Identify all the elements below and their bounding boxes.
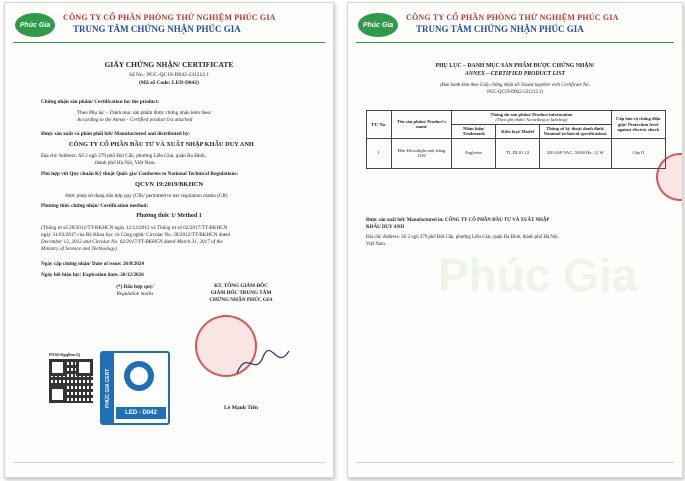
issue-date: Ngày cấp chứng nhận/ Date of issue: 26/8/2024 — [41, 261, 144, 267]
product-line-1: Theo Phụ lục – Danh mục sản phẩm được chứng nhận kèm theo/ — [77, 110, 212, 116]
col-group-product-info — [452, 111, 611, 125]
annex-header — [356, 11, 674, 45]
product-label: Chứng nhận sản phẩm/ Certification for the product: — [41, 99, 160, 105]
certificate-footer — [13, 462, 325, 471]
qr-finder-bottom-left — [49, 386, 66, 403]
basis-line-4: Ministry of Science and Technology) — [41, 246, 117, 252]
regulation-mark-note: được phép sử dụng dấu hợp quy (CR)/ permitted to use regulation marks (CR) — [65, 193, 228, 199]
annex-page — [347, 2, 683, 478]
annex-issued-with: (Ban hành kèm theo Giấy chứng nhận số/ Issued together with Certificate No. — [440, 83, 590, 88]
certification-method: Phương thức 1/ Method 1 — [136, 213, 202, 219]
table-row — [367, 138, 666, 168]
cert-mark-band: PHÚC GIA CERT — [102, 353, 114, 423]
cell-no: 1 — [367, 138, 392, 168]
qr-code[interactable] — [49, 359, 93, 403]
qr-finder-top-left — [49, 359, 66, 376]
cell-product-name: Đèn Downlight một trắng 12W — [391, 138, 452, 168]
phuc-gia-logo: Phúc Gia — [358, 13, 398, 37]
signer-title-2: GIÁM ĐỐC TRUNG TÂM — [210, 290, 272, 296]
regulation-code: QCVN 19:2019/BKHCN — [134, 181, 204, 188]
signer-name: Lê Mạnh Tiến — [224, 405, 258, 411]
basis-line-3: December 12, 2012 and Circular No. 02/2017/TT-BKHCN dated March 31, 2017 of the — [41, 239, 223, 245]
certificate-header — [13, 11, 325, 45]
phuc-gia-logo: Phúc Gia — [15, 13, 55, 37]
annex-address-line-2: Việt Nam. — [366, 242, 387, 247]
col-product-name: Tên sản phẩm/ Product's name — [391, 111, 452, 139]
qr-finder-top-right — [76, 359, 93, 376]
cell-trademark: Eaglerise — [452, 138, 496, 168]
address-line-1: Địa chỉ/ Address: Số 2 ngõ 379 phố Đội Cấn, phường Liễu Giai, quận Ba Đình, — [41, 153, 206, 159]
cert-mark-code: LED - D042 — [116, 407, 166, 419]
product-line-2: According to the Annex - Certified product list attached — [77, 117, 193, 123]
col-model: Kiểu loại/ Model — [496, 124, 540, 138]
col-trademark: Nhãn hiệu/ Trademark — [452, 124, 496, 138]
expiry-date: Ngày hết hiệu lực/ Expiration date: 26/12/2026 — [41, 272, 144, 278]
basis-line-2: ngày 31/03/2017 của Bộ Khoa học và Công nghệ/ Circular No. 28/2012/TT-BKHCN dated — [41, 232, 230, 238]
header-divider — [13, 42, 325, 43]
annex-address-line-1: Địa chỉ/ Address: Số 2 ngõ 379 phố Đội Cấn, phường Liễu Giai, quận Ba Đình, thành phố Hà Nội, — [366, 235, 559, 240]
cell-specifications: 220-240 VAC, 50/60 Hz, 12 W — [539, 138, 611, 168]
col-protection-level: Cấp bảo vệ chống điện giật/ Protection level against electric shock — [611, 111, 666, 139]
annex-subtitle: ANNEX – CERTIFIED PRODUCT LIST — [464, 71, 566, 77]
manufacturer-label: Được sản xuất và phân phối bởi/ Manufactured and distributed by: — [41, 131, 191, 137]
annex-title: PHỤ LỤC – DANH MỤC SẢN PHẨM ĐƯỢC CHỨNG NHẬN/ — [435, 63, 595, 69]
signer-title-1: KT. TỔNG GIÁM ĐỐC — [214, 283, 268, 289]
cr-mark-icon — [124, 361, 154, 391]
col-no: TT/ No. — [367, 111, 392, 139]
center-name: TRUNG TÂM CHỨNG NHẬN PHÚC GIA — [416, 24, 584, 34]
certificate-number: Số No.: PGC-QC19-D042-231212.1 — [128, 72, 210, 78]
signer-title-3: CHỨNG NHẬN PHÚC GIA — [209, 297, 273, 303]
annex-footer — [356, 462, 674, 471]
basis-line-1: (Thông tư số 28/2012/TT-BKHCN ngày 12/12/2012 và Thông tư số 02/2017/TT-BKHCN — [41, 225, 228, 231]
group-header-line-1: Thông tin sản phẩm/ Product information — [490, 112, 573, 117]
product-table — [366, 110, 666, 169]
conform-label: Phù hợp với Quy chuẩn Kỹ thuật Quốc gia/ Conforms to National Technical Regulations: — [41, 171, 239, 177]
pass-code: PASS:0gq8nw5j — [49, 352, 80, 357]
company-name: CÔNG TY CỔ PHẦN PHÒNG THỬ NGHIỆM PHÚC GIA — [63, 13, 276, 22]
annex-manufacturer-label-2: KHẨU DUY ANH — [366, 225, 405, 230]
signature-icon — [233, 343, 293, 383]
center-name: TRUNG TÂM CHỨNG NHẬN PHÚC GIA — [73, 24, 241, 34]
watermark: Phúc Gia — [438, 249, 638, 301]
annex-issued-no: PGC-QC19-D042-231212.1) — [487, 90, 543, 95]
regulation-mark-label-1: (*) Dấu hợp quy/ — [116, 284, 154, 290]
regulation-mark-label-2: Regulation marks — [116, 291, 154, 297]
cell-model: TL.DL01.12 — [496, 138, 540, 168]
address-line-2: thành phố Hà Nội, Việt Nam. — [95, 160, 156, 166]
method-label: Phương thức chứng nhận/ Certification method: — [41, 203, 149, 209]
certificate-page — [4, 2, 334, 478]
certificate-title: GIẤY CHỨNG NHẬN/ CERTIFICATE — [104, 60, 234, 69]
company-name: CÔNG TY CỔ PHẦN PHÒNG THỬ NGHIỆM PHÚC GIA — [406, 13, 619, 22]
manufacturer-name: CÔNG TY CỔ PHẦN ĐẦU TƯ VÀ XUẤT NHẬP KHẨU DUY ANH — [69, 141, 254, 148]
group-header-line-2: (Theo ghi nhãn/ According to labeling) — [495, 117, 568, 123]
annex-manufacturer-label: Được sản xuất bởi/ Manufactured in: CÔNG TY CỔ PHẦN ĐẦU TƯ VÀ XUẤT NHẬP — [366, 218, 550, 223]
cell-protection-level: Cấp II — [611, 138, 666, 168]
header-divider — [356, 42, 674, 43]
cr-certification-mark — [100, 351, 170, 425]
certificate-code: (Mã số Code: LED-D042) — [138, 80, 200, 86]
col-specifications: Thông số kỹ thuật danh định/ Nominal technical specifications — [539, 124, 611, 138]
